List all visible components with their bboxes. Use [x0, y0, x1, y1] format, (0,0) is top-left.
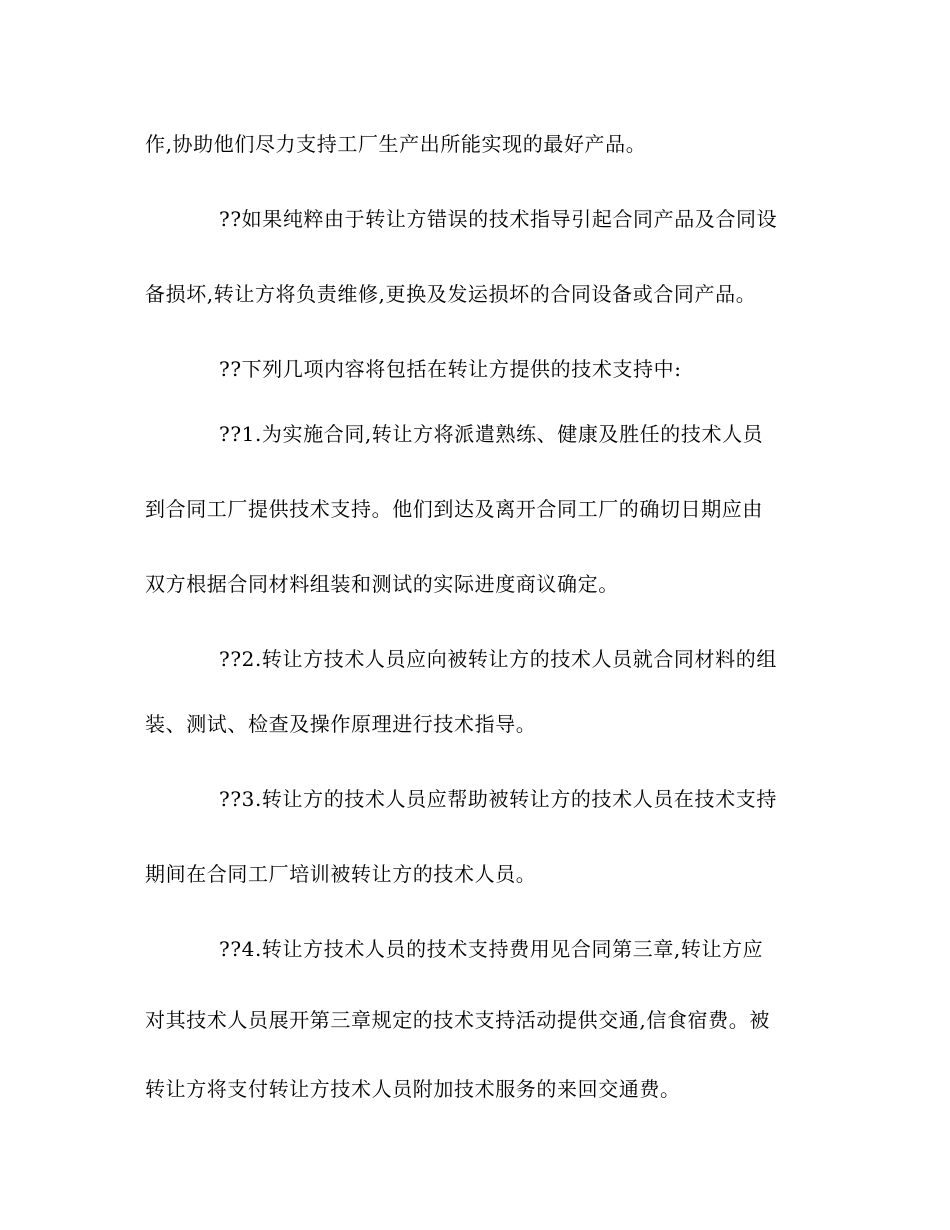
text-line: 装、测试、检查及操作原理进行技术指导。	[145, 712, 537, 736]
paragraph-line: ??1.为实施合同,转让方将派遣熟练、健康及胜任的技术人员	[219, 422, 764, 446]
paragraph-line: ??如果纯粹由于转让方错误的技术指导引起合同产品及合同设	[219, 207, 778, 231]
text-line: 对其技术人员展开第三章规定的技术支持活动提供交通,信食宿费。被	[145, 1008, 770, 1032]
text-line: 期间在合同工厂培训被转让方的技术人员。	[145, 862, 537, 886]
paragraph-line: ??下列几项内容将包括在转让方提供的技术支持中:	[219, 357, 682, 381]
text-line: 作,协助他们尽力支持工厂生产出所能实现的最好产品。	[145, 132, 647, 156]
text-line: 到合同工厂提供技术支持。他们到达及离开合同工厂的确切日期应由	[145, 497, 763, 521]
paragraph-line: ??3.转让方的技术人员应帮助被转让方的技术人员在技术支持	[219, 787, 777, 811]
text-line: 转让方将支付转让方技术人员附加技术服务的来回交通费。	[145, 1077, 681, 1101]
paragraph-line: ??2.转让方技术人员应向被转让方的技术人员就合同材料的组	[219, 647, 777, 671]
text-line: 备损坏,转让方将负责维修,更换及发运损坏的合同设备或合同产品。	[145, 282, 757, 306]
text-line: 双方根据合同材料组装和测试的实际进度商议确定。	[145, 572, 619, 596]
paragraph-line: ??4.转让方技术人员的技术支持费用见合同第三章,转让方应	[219, 937, 764, 961]
